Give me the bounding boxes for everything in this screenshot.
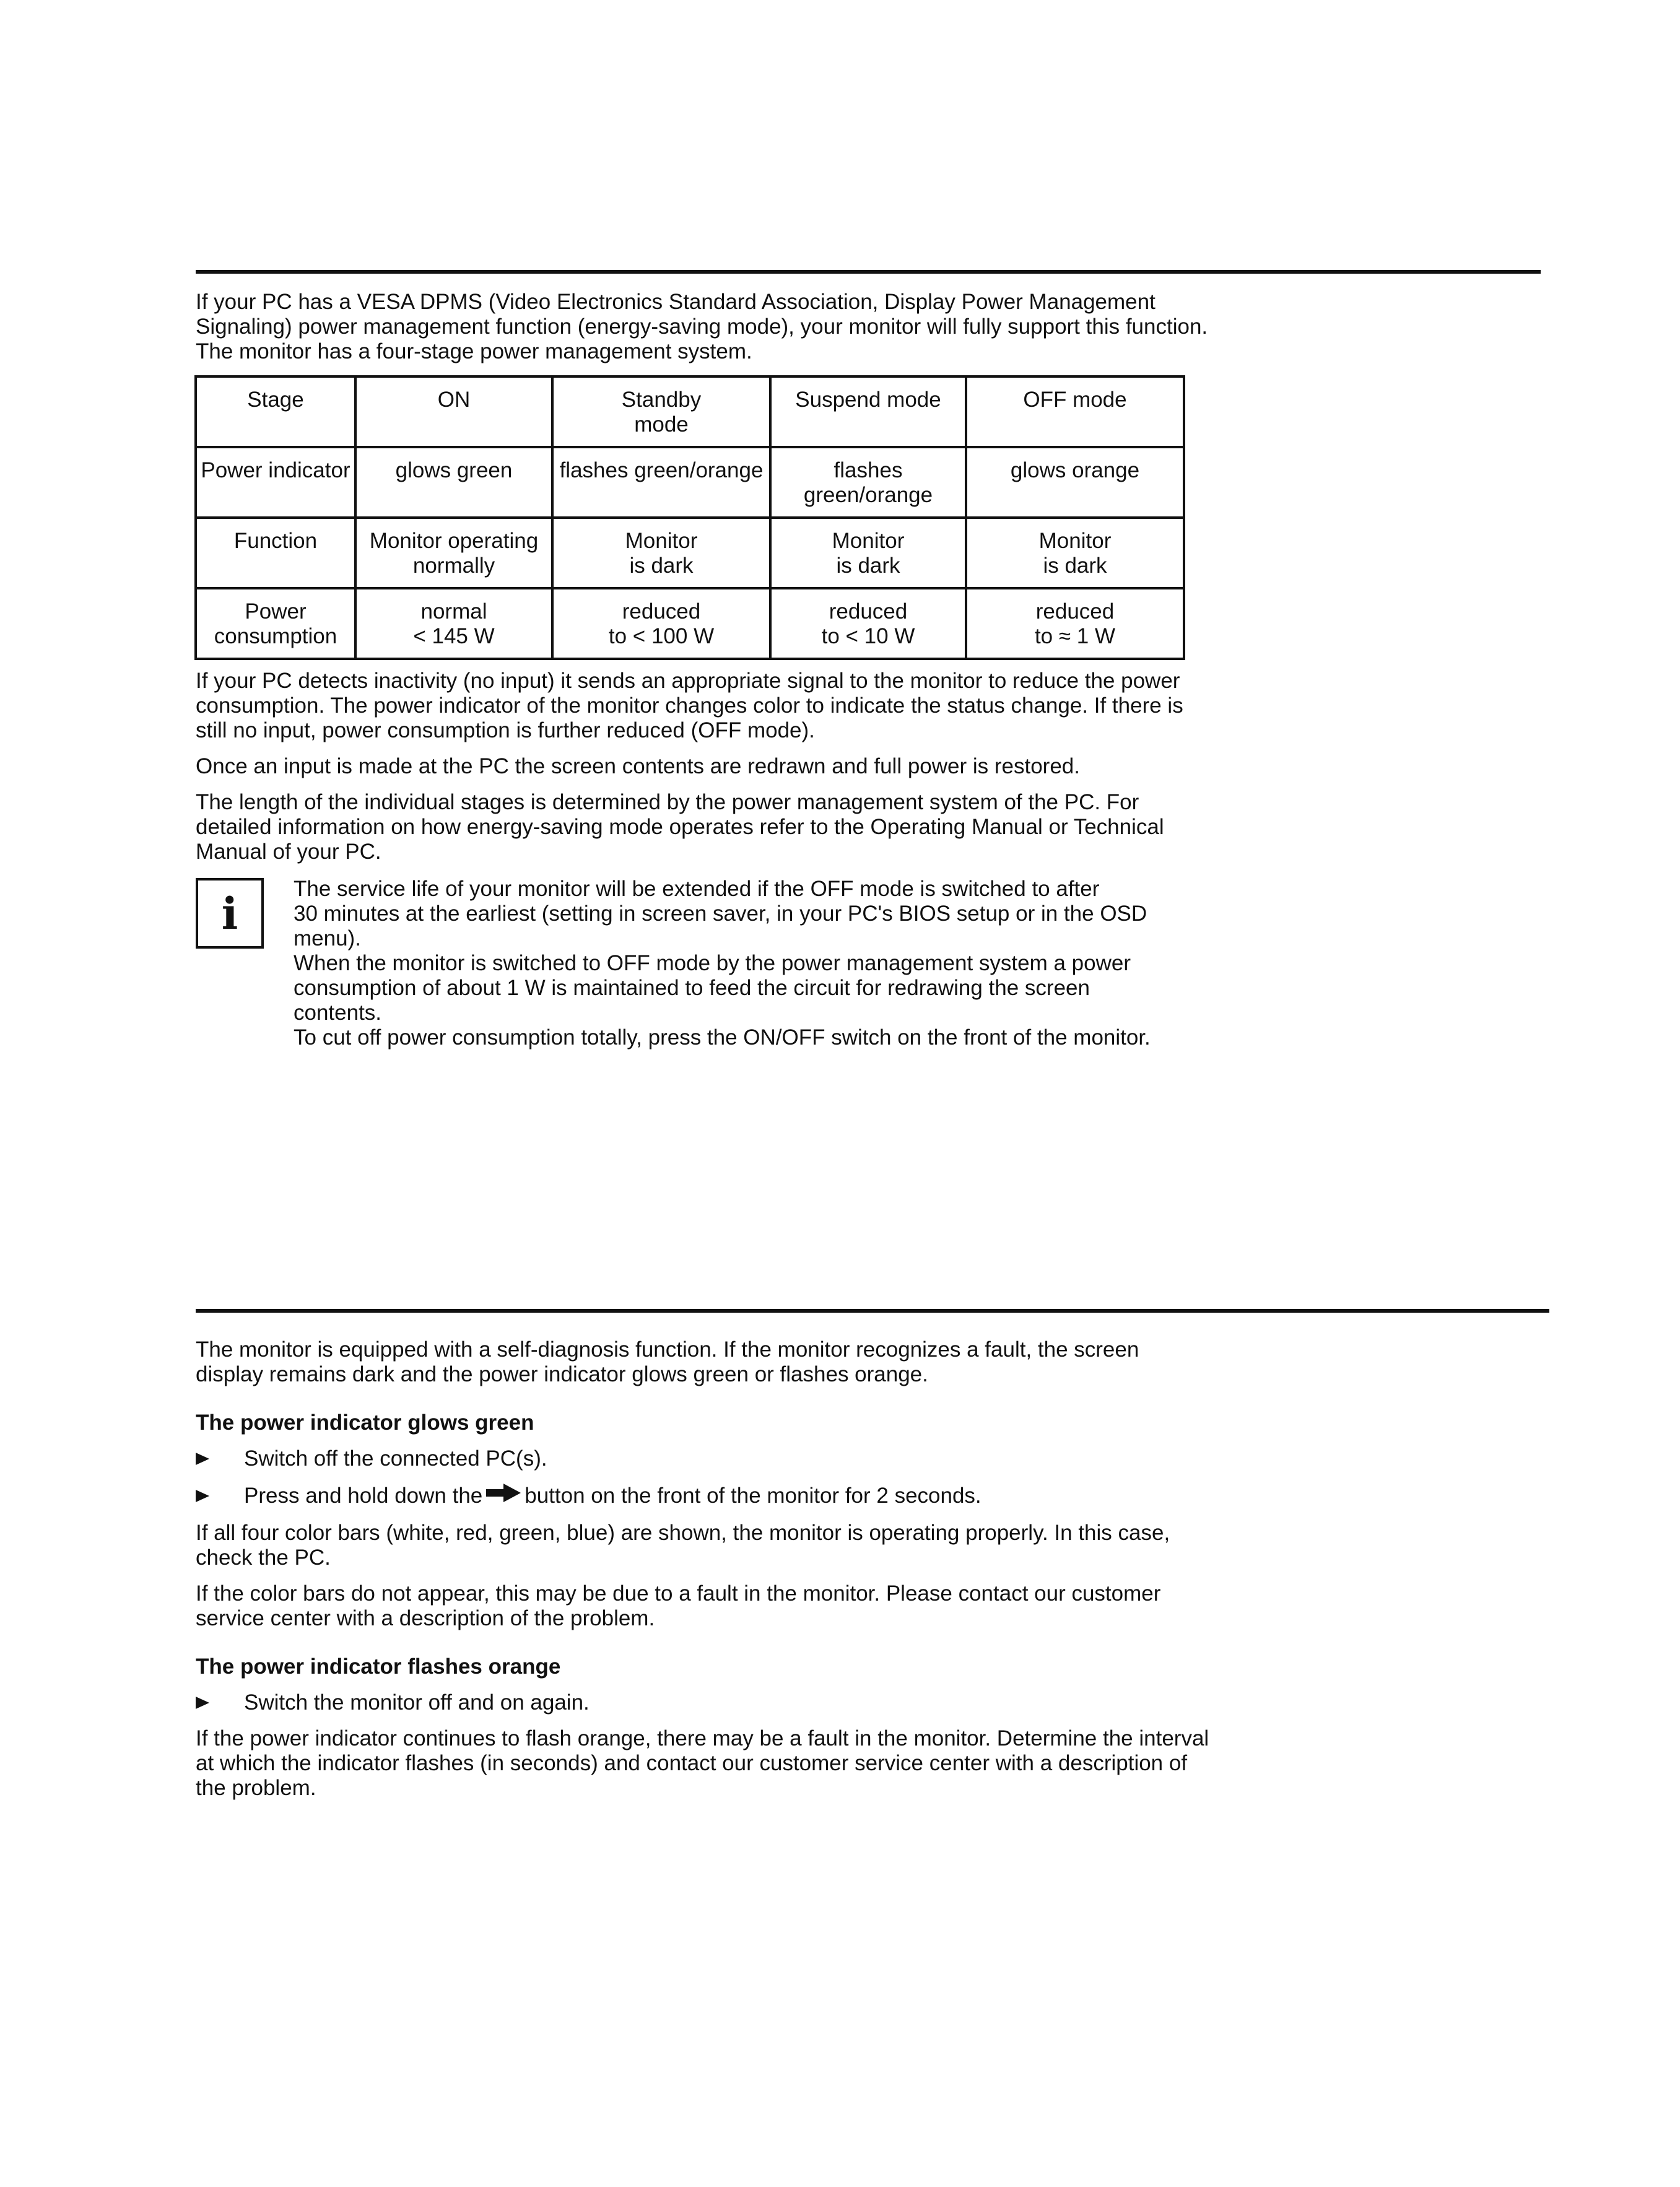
- dpms-intro: If your PC has a VESA DPMS (Video Electronics Standard Association, Display Power Management Signaling) power management function (energy-saving mode), your monitor will fully support this function. The monitor has a four-stage power management system.: [196, 290, 1208, 363]
- info-note-line: 30 minutes at the earliest (setting in screen saver, in your PC's BIOS setup or in the OSD: [294, 902, 1147, 926]
- table-cell: Monitor is dark: [552, 518, 770, 588]
- info-icon: i: [196, 878, 264, 949]
- list-item: [196, 1446, 547, 1471]
- flash-continues-paragraph: If the power indicator continues to flash orange, there may be a fault in the monitor. Determine the interval at which the indicator flashes (in seconds) and contact our customer service center with a description of the problem.: [196, 1726, 1209, 1800]
- info-note-line: The service life of your monitor will be extended if the OFF mode is switched to after: [294, 877, 1100, 901]
- table-header-row: [196, 376, 1184, 447]
- list-item-text: Switch the monitor off and on again.: [244, 1690, 590, 1715]
- heading-flashes-orange: The power indicator flashes orange: [196, 1654, 561, 1679]
- section-rule-top: [196, 270, 1541, 274]
- bars-absent-paragraph: If the color bars do not appear, this may be due to a fault in the monitor. Please contact our customer service center with a description of the problem.: [196, 1581, 1161, 1630]
- table-cell: glows green: [355, 447, 552, 518]
- table-cell: reduced to < 10 W: [770, 588, 966, 659]
- info-note-line: consumption of about 1 W is maintained to feed the circuit for redrawing the screen: [294, 976, 1090, 1000]
- table-cell: glows orange: [966, 447, 1184, 518]
- info-note-line: To cut off power consumption totally, press the ON/OFF switch on the front of the monitor.: [294, 1025, 1151, 1050]
- table-cell: normal < 145 W: [355, 588, 552, 659]
- table-cell: Standby mode: [552, 376, 770, 447]
- table-cell: Suspend mode: [770, 376, 966, 447]
- table-cell: Monitor is dark: [966, 518, 1184, 588]
- triangle-bullet-icon: [196, 1453, 209, 1465]
- stage-length-paragraph: The length of the individual stages is determined by the power management system of the PC. For detailed information on how energy-saving mode operates refer to the Operating Manual or Technical Manual of your PC.: [196, 790, 1164, 864]
- right-arrow-icon: [485, 1482, 522, 1509]
- table-row: [196, 447, 1184, 518]
- table-cell: reduced to ≈ 1 W: [966, 588, 1184, 659]
- table-cell: Monitor is dark: [770, 518, 966, 588]
- info-note-line: contents.: [294, 1001, 382, 1025]
- triangle-bullet-icon: [196, 1490, 209, 1502]
- info-note: [294, 877, 1198, 1050]
- table-cell: Function: [196, 518, 355, 588]
- bars-shown-paragraph: If all four color bars (white, red, green, blue) are shown, the monitor is operating properly. In this case, check the PC.: [196, 1521, 1170, 1570]
- table-cell: Power indicator: [196, 447, 355, 518]
- table-cell: flashes green/orange: [552, 447, 770, 518]
- power-management-table: [194, 375, 1185, 660]
- info-note-line: When the monitor is switched to OFF mode by the power management system a power: [294, 951, 1131, 975]
- list-item-text: Switch off the connected PC(s).: [244, 1446, 547, 1471]
- table-cell: reduced to < 100 W: [552, 588, 770, 659]
- table-cell: flashes green/orange: [770, 447, 966, 518]
- table-row: [196, 588, 1184, 659]
- triangle-bullet-icon: [196, 1697, 209, 1709]
- info-note-line: menu).: [294, 926, 361, 950]
- table-cell: OFF mode: [966, 376, 1184, 447]
- inactivity-paragraph: If your PC detects inactivity (no input) it sends an appropriate signal to the monitor to reduce the power consumption. The power indicator of the monitor changes color to indicate the status change. If there is still no input, power consumption is further reduced (OFF mode).: [196, 669, 1183, 742]
- table-cell: Power consumption: [196, 588, 355, 659]
- list-item-text: Press and hold down the: [244, 1483, 483, 1508]
- heading-glows-green: The power indicator glows green: [196, 1411, 534, 1435]
- section-rule-middle: [196, 1309, 1549, 1313]
- self-diagnosis-intro: The monitor is equipped with a self-diagnosis function. If the monitor recognizes a fault, the screen display remains dark and the power indicator glows green or flashes orange.: [196, 1337, 1139, 1386]
- table-cell: Monitor operating normally: [355, 518, 552, 588]
- table-cell: ON: [355, 376, 552, 447]
- input-paragraph: Once an input is made at the PC the screen contents are redrawn and full power is restored.: [196, 754, 1080, 778]
- list-item: [196, 1690, 590, 1715]
- list-item-text: button on the front of the monitor for 2 seconds.: [524, 1483, 981, 1508]
- table-row: [196, 518, 1184, 588]
- list-item: [196, 1482, 981, 1509]
- table-cell: Stage: [196, 376, 355, 447]
